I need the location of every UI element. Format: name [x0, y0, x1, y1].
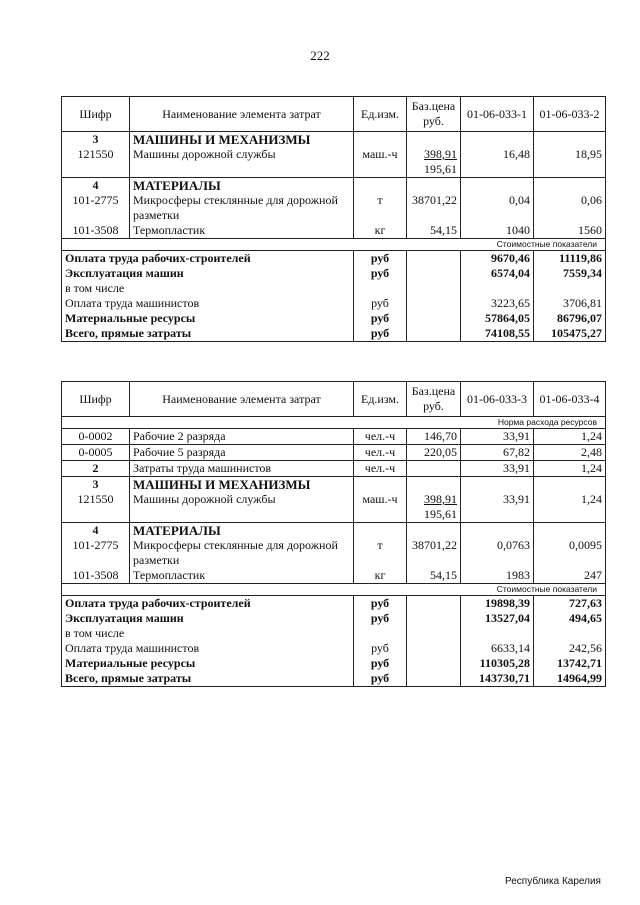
cost-table-2 — [61, 381, 606, 687]
summary-value-b: 3706,81 — [534, 296, 606, 311]
summary-unit: руб — [354, 656, 407, 671]
row-unit: чел.-ч — [354, 429, 407, 445]
summary-name: Оплата труда рабочих-строителей — [62, 596, 354, 612]
row-price: 38701,22 — [407, 538, 461, 568]
summary-value-a: 57864,05 — [461, 311, 534, 326]
table-row — [62, 429, 606, 445]
summary-name: Оплата труда машинистов — [62, 296, 354, 311]
summary-row — [62, 251, 606, 267]
header-price: Баз.цена руб. — [407, 382, 461, 417]
row-price: 54,15 — [407, 568, 461, 584]
row-value-b: 2,48 — [534, 445, 606, 461]
section-row — [62, 178, 606, 194]
row-value-b: 0,06 — [534, 193, 606, 223]
summary-value-b: 13742,71 — [534, 656, 606, 671]
cost-table-1 — [61, 96, 606, 342]
summary-value-b: 494,65 — [534, 611, 606, 626]
summary-unit: руб — [354, 326, 407, 342]
summary-row — [62, 626, 606, 641]
summary-unit: руб — [354, 266, 407, 281]
summary-value-a: 74108,55 — [461, 326, 534, 342]
row-value-b: 1,24 — [534, 461, 606, 477]
table-row — [62, 445, 606, 461]
summary-value-b: 11119,86 — [534, 251, 606, 267]
row-value-a: 33,91 — [461, 461, 534, 477]
row-unit: чел.-ч — [354, 445, 407, 461]
header-col-b: 01-06-033-2 — [534, 97, 606, 132]
summary-unit: руб — [354, 296, 407, 311]
summary-value-a: 13527,04 — [461, 611, 534, 626]
row-unit: кг — [354, 223, 407, 239]
row-unit: чел.-ч — [354, 461, 407, 477]
row-name: Термопластик — [130, 568, 354, 584]
summary-name: Оплата труда машинистов — [62, 641, 354, 656]
row-price: 398,91 — [424, 147, 457, 161]
summary-row — [62, 656, 606, 671]
row-value-b: 0,0095 — [534, 538, 606, 568]
header-col-a: 01-06-033-3 — [461, 382, 534, 417]
summary-unit: руб — [354, 596, 407, 612]
row-code: 101-2775 — [62, 193, 130, 223]
row-value-a: 33,91 — [461, 492, 534, 507]
header-code: Шифр — [62, 382, 130, 417]
summary-row — [62, 596, 606, 612]
row-price: 54,15 — [407, 223, 461, 239]
header-col-a: 01-06-033-1 — [461, 97, 534, 132]
row-code: 101-3508 — [62, 223, 130, 239]
row-price: 398,91 — [424, 492, 457, 506]
section-row — [62, 132, 606, 148]
header-name: Наименование элемента затрат — [130, 382, 354, 417]
summary-value-b: 727,63 — [534, 596, 606, 612]
row-price-secondary: 195,61 — [407, 507, 461, 523]
row-value-a: 0,0763 — [461, 538, 534, 568]
row-price: 38701,22 — [407, 193, 461, 223]
table-row — [62, 492, 606, 507]
header-col-b: 01-06-033-4 — [534, 382, 606, 417]
row-value-a: 67,82 — [461, 445, 534, 461]
header-price: Баз.цена руб. — [407, 97, 461, 132]
summary-value-b: 242,56 — [534, 641, 606, 656]
summary-row — [62, 296, 606, 311]
table-row — [62, 147, 606, 162]
section-number: 4 — [62, 178, 130, 194]
caption-row — [62, 239, 606, 251]
summary-value-a: 143730,71 — [461, 671, 534, 687]
summary-name: Всего, прямые затраты — [62, 671, 354, 687]
row-value-b: 18,95 — [534, 147, 606, 162]
section-title: МАШИНЫ И МЕХАНИЗМЫ — [130, 477, 354, 493]
table-row-continuation — [62, 507, 606, 523]
row-name: Машины дорожной службы — [130, 492, 354, 507]
row-unit: кг — [354, 568, 407, 584]
summary-row — [62, 326, 606, 342]
row-name: Термопластик — [130, 223, 354, 239]
row-unit: т — [354, 538, 407, 568]
header-name: Наименование элемента затрат — [130, 97, 354, 132]
summary-value-a: 110305,28 — [461, 656, 534, 671]
section-title: МАТЕРИАЛЫ — [130, 178, 354, 194]
row-price: 146,70 — [407, 429, 461, 445]
section-title: МАТЕРИАЛЫ — [130, 523, 354, 539]
table-row — [62, 568, 606, 584]
footer-region: Республика Карелия — [505, 876, 601, 887]
caption-resource-norm: Норма расхода ресурсов — [62, 417, 606, 429]
summary-name: Эксплуатация машин — [62, 266, 354, 281]
row-name: Микросферы стеклянные для дорожной разметки — [130, 538, 354, 568]
page-number: 222 — [310, 48, 330, 63]
summary-unit: руб — [354, 251, 407, 267]
summary-name: Материальные ресурсы — [62, 311, 354, 326]
caption-row — [62, 417, 606, 429]
summary-row — [62, 281, 606, 296]
summary-value-b: 7559,34 — [534, 266, 606, 281]
summary-name: в том числе — [62, 281, 354, 296]
row-price-secondary: 195,61 — [407, 162, 461, 178]
row-value-b: 1560 — [534, 223, 606, 239]
row-name: Рабочие 2 разряда — [130, 429, 354, 445]
section-number: 3 — [62, 132, 130, 148]
table-row — [62, 538, 606, 568]
summary-row — [62, 266, 606, 281]
summary-name: Материальные ресурсы — [62, 656, 354, 671]
row-value-b: 1,24 — [534, 492, 606, 507]
summary-value-a: 6574,04 — [461, 266, 534, 281]
row-value-a: 1040 — [461, 223, 534, 239]
header-code: Шифр — [62, 97, 130, 132]
summary-value-a: 19898,39 — [461, 596, 534, 612]
summary-name: Всего, прямые затраты — [62, 326, 354, 342]
row-code: 121550 — [62, 492, 130, 507]
header-unit: Ед.изм. — [354, 382, 407, 417]
row-code: 101-3508 — [62, 568, 130, 584]
caption-cost-indicators: Стоимостные показатели — [62, 239, 606, 251]
row-code: 101-2775 — [62, 538, 130, 568]
table-row-continuation — [62, 162, 606, 178]
row-unit: т — [354, 193, 407, 223]
summary-unit: руб — [354, 671, 407, 687]
caption-cost-indicators: Стоимостные показатели — [62, 584, 606, 596]
summary-unit: руб — [354, 611, 407, 626]
summary-value-a: 6633,14 — [461, 641, 534, 656]
table-row — [62, 461, 606, 477]
row-unit: маш.-ч — [354, 147, 407, 162]
row-value-a: 33,91 — [461, 429, 534, 445]
row-price: 220,05 — [407, 445, 461, 461]
row-name: Рабочие 5 разряда — [130, 445, 354, 461]
table-header — [62, 382, 606, 417]
summary-row — [62, 671, 606, 687]
row-name: Затраты труда машинистов — [130, 461, 354, 477]
caption-row — [62, 584, 606, 596]
table-header — [62, 97, 606, 132]
summary-name: Оплата труда рабочих-строителей — [62, 251, 354, 267]
section-number: 3 — [62, 477, 130, 493]
table-row — [62, 223, 606, 239]
summary-row — [62, 641, 606, 656]
table-row — [62, 193, 606, 223]
summary-unit: руб — [354, 641, 407, 656]
section-row — [62, 523, 606, 539]
section-number: 4 — [62, 523, 130, 539]
row-value-b: 1,24 — [534, 429, 606, 445]
row-code: 0-0005 — [62, 445, 130, 461]
row-name: Микросферы стеклянные для дорожной разметки — [130, 193, 354, 223]
summary-row — [62, 311, 606, 326]
summary-row — [62, 611, 606, 626]
row-value-a: 16,48 — [461, 147, 534, 162]
row-code: 0-0002 — [62, 429, 130, 445]
section-row — [62, 477, 606, 493]
summary-value-a: 9670,46 — [461, 251, 534, 267]
summary-name: в том числе — [62, 626, 354, 641]
row-value-a: 0,04 — [461, 193, 534, 223]
row-code: 121550 — [62, 147, 130, 162]
summary-value-a: 3223,65 — [461, 296, 534, 311]
summary-value-b: 105475,27 — [534, 326, 606, 342]
summary-value-b: 14964,99 — [534, 671, 606, 687]
section-title: МАШИНЫ И МЕХАНИЗМЫ — [130, 132, 354, 148]
header-unit: Ед.изм. — [354, 97, 407, 132]
row-value-a: 1983 — [461, 568, 534, 584]
row-name: Машины дорожной службы — [130, 147, 354, 162]
row-code: 2 — [62, 461, 130, 477]
summary-value-b: 86796,07 — [534, 311, 606, 326]
row-unit: маш.-ч — [354, 492, 407, 507]
summary-unit: руб — [354, 311, 407, 326]
row-value-b: 247 — [534, 568, 606, 584]
summary-name: Эксплуатация машин — [62, 611, 354, 626]
